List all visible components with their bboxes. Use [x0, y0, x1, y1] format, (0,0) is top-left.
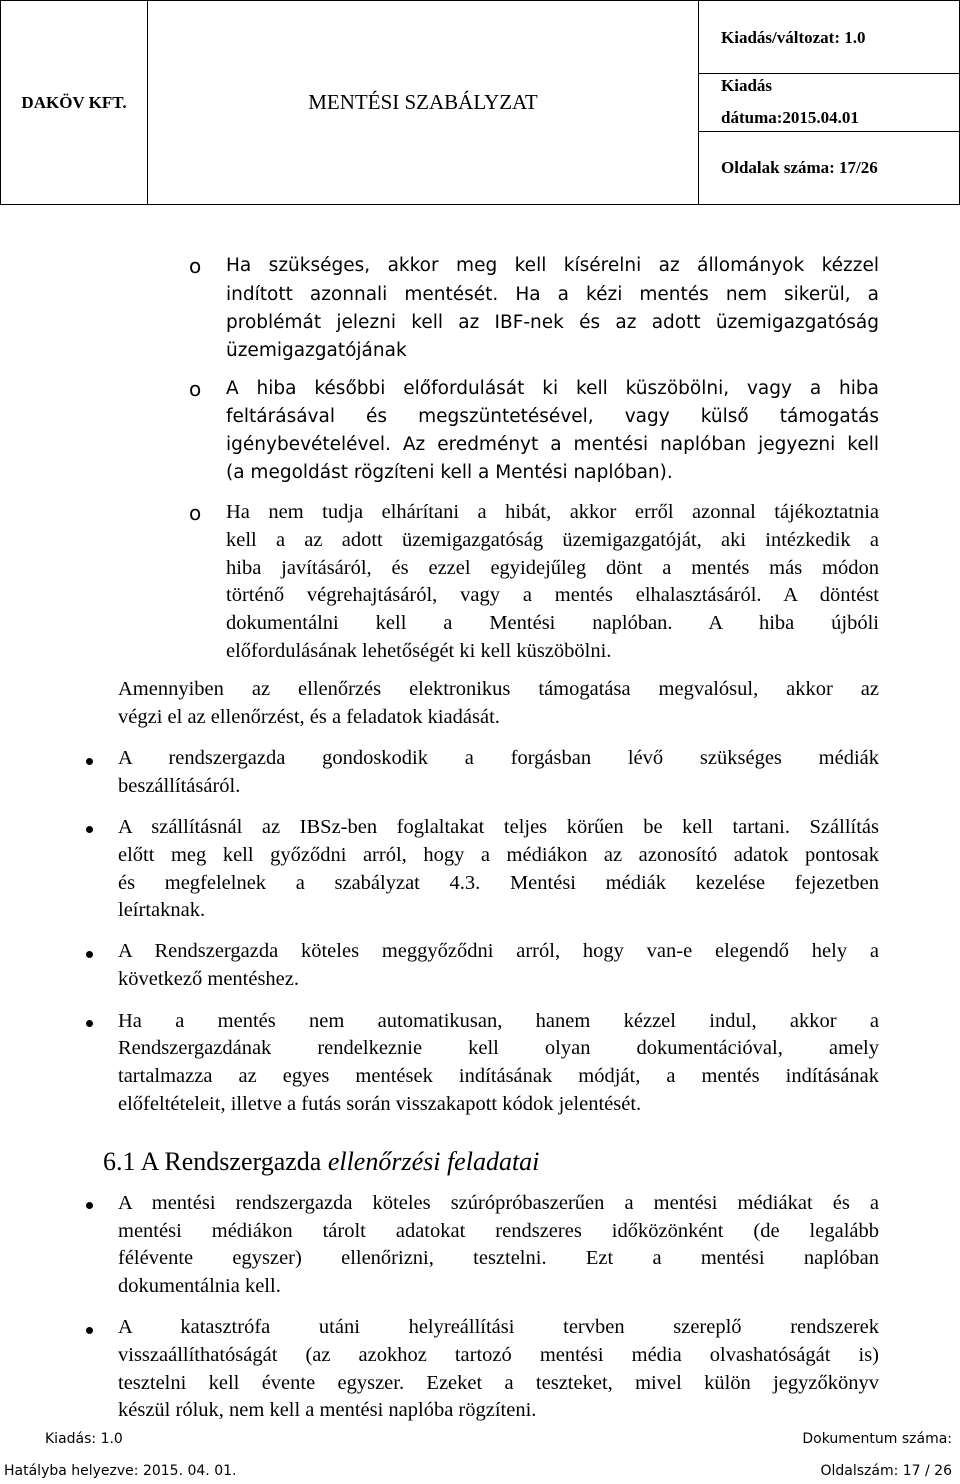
list-marker: o — [189, 254, 202, 278]
bullet-line: Ha a mentés nem automatikusan, hanem kézzel indul, akkor a — [118, 1010, 879, 1032]
bullet-line: mentési médiákon tárolt adatokat rendszeres időközönként (de legalább — [118, 1220, 879, 1242]
issue-date-cell — [699, 74, 960, 132]
bullet-line: készül róluk, nem kell a mentési naplóba rögzíteni. — [118, 1399, 537, 1421]
bullet-line: előtt meg kell győződni arról, hogy a médiákon az azonosító adatok pontosak — [118, 844, 879, 866]
list-item-line: történő végrehajtásáról, vagy a mentés elhalasztásáról. A döntést — [226, 584, 879, 606]
footer-page-number: Oldalszám: 17 / 26 — [820, 1463, 952, 1479]
bullet-line: tartalmazza az egyes mentések indításának módját, a mentés indításának — [118, 1065, 879, 1087]
version: Kiadás/változat: 1.0 — [721, 27, 866, 47]
footer-issue: Kiadás: 1.0 — [45, 1431, 123, 1447]
issue-date: dátuma:2015.04.01 — [721, 108, 859, 128]
bullet-dot — [86, 951, 93, 958]
list-item-line: igénybevételével. Az eredményt a mentési naplóban jegyezni kell — [226, 434, 879, 455]
list-item-line: Ha nem tudja elhárítani a hibát, akkor erről azonnal tájékoztatnia — [226, 501, 879, 523]
list-item-line: üzemigazgatójának — [226, 340, 407, 361]
bullet-line: A mentési rendszergazda köteles szúrópróbaszerűen a mentési médiákat és a — [118, 1192, 879, 1214]
bullet-line: dokumentálnia kell. — [118, 1275, 281, 1297]
issue-date-label: Kiadás — [721, 76, 773, 96]
section-number: 6.1 — [103, 1147, 136, 1176]
bullet-line: tesztelni kell évente egyszer. Ezeket a teszteket, mivel külön jegyzőkönyv — [118, 1372, 879, 1394]
footer-doc-number: Dokumentum száma: — [802, 1431, 952, 1447]
bullet-line: leírtaknak. — [118, 899, 206, 921]
bullet-line: A rendszergazda gondoskodik a forgásban lévő szükséges médiák — [118, 747, 879, 769]
list-marker: o — [189, 501, 202, 525]
bullet-line: félévente egyszer) ellenőrizni, tesztelni. Ezt a mentési naplóban — [118, 1247, 879, 1269]
bullet-line: A szállításnál az IBSz-ben foglaltakat teljes körűen be kell tartani. Szállítás — [118, 816, 879, 838]
page-count-cell — [699, 131, 960, 204]
bullet-line: A katasztrófa utáni helyreállítási tervben szereplő rendszerek — [118, 1316, 879, 1338]
document-title: MENTÉSI SZABÁLYZAT — [148, 1, 699, 205]
bullet-dot — [86, 1020, 93, 1027]
document-header — [0, 0, 960, 205]
list-item-line: hiba javításáról, és ezzel egyidejűleg dönt a mentés más módon — [226, 557, 879, 579]
list-item-line: (a megoldást rögzíteni kell a Mentési naplóban). — [226, 462, 673, 483]
bullet-line: és megfelelnek a szabályzat 4.3. Mentési médiák kezelése fejezetben — [118, 872, 879, 894]
section-heading — [103, 1147, 539, 1177]
company-name: DAKÖV KFT. — [1, 1, 148, 205]
bullet-line: visszaállíthatóságát (az azokhoz tartozó mentési média olvashatóságát is) — [118, 1344, 879, 1366]
list-item-line: Ha szükséges, akkor meg kell kísérelni az állományok kézzel — [226, 255, 879, 276]
footer-effective-date: Hatályba helyezve: 2015. 04. 01. — [4, 1463, 237, 1479]
section-title: A Rendszergazda — [140, 1147, 322, 1176]
page-count: Oldalak száma: 17/26 — [721, 158, 878, 178]
bullet-dot — [86, 826, 93, 833]
section-title-italic: ellenőrzési feladatai — [327, 1147, 540, 1176]
bullet-dot — [86, 758, 93, 765]
bullet-line: beszállításáról. — [118, 775, 241, 797]
bullet-line: Rendszergazdának rendelkeznie kell olyan dokumentációval, amely — [118, 1037, 879, 1059]
bullet-line: A Rendszergazda köteles meggyőződni arról, hogy van-e elegendő hely a — [118, 940, 879, 962]
paragraph-line: Amennyiben az ellenőrzés elektronikus támogatása megvalósul, akkor az — [118, 678, 879, 700]
list-item-line: előfordulásának lehetőségét ki kell küszöbölni. — [226, 640, 612, 662]
version-cell — [699, 1, 960, 74]
list-item-line: kell a az adott üzemigazgatóság üzemigazgatóját, aki intézkedik a — [226, 529, 879, 551]
paragraph-line: végzi el az ellenőrzést, és a feladatok kiadását. — [118, 706, 500, 728]
list-marker: o — [189, 377, 202, 401]
list-item-line: problémát jelezni kell az IBF-nek és az adott üzemigazgatóság — [226, 312, 879, 333]
list-item-line: dokumentálni kell a Mentési naplóban. A hiba újbóli — [226, 612, 879, 634]
list-item-line: A hiba későbbi előfordulását ki kell küszöbölni, vagy a hiba — [226, 378, 879, 399]
list-item-line: feltárásával és megszüntetésével, vagy külső támogatás — [226, 406, 879, 427]
bullet-line: következő mentéshez. — [118, 968, 300, 990]
list-item-line: indított azonnali mentését. Ha a kézi mentés nem sikerül, a — [226, 284, 879, 305]
bullet-line: előfeltételeit, illetve a futás során visszakapott kódok jelentését. — [118, 1093, 642, 1115]
bullet-dot — [86, 1327, 93, 1334]
bullet-dot — [86, 1202, 93, 1209]
